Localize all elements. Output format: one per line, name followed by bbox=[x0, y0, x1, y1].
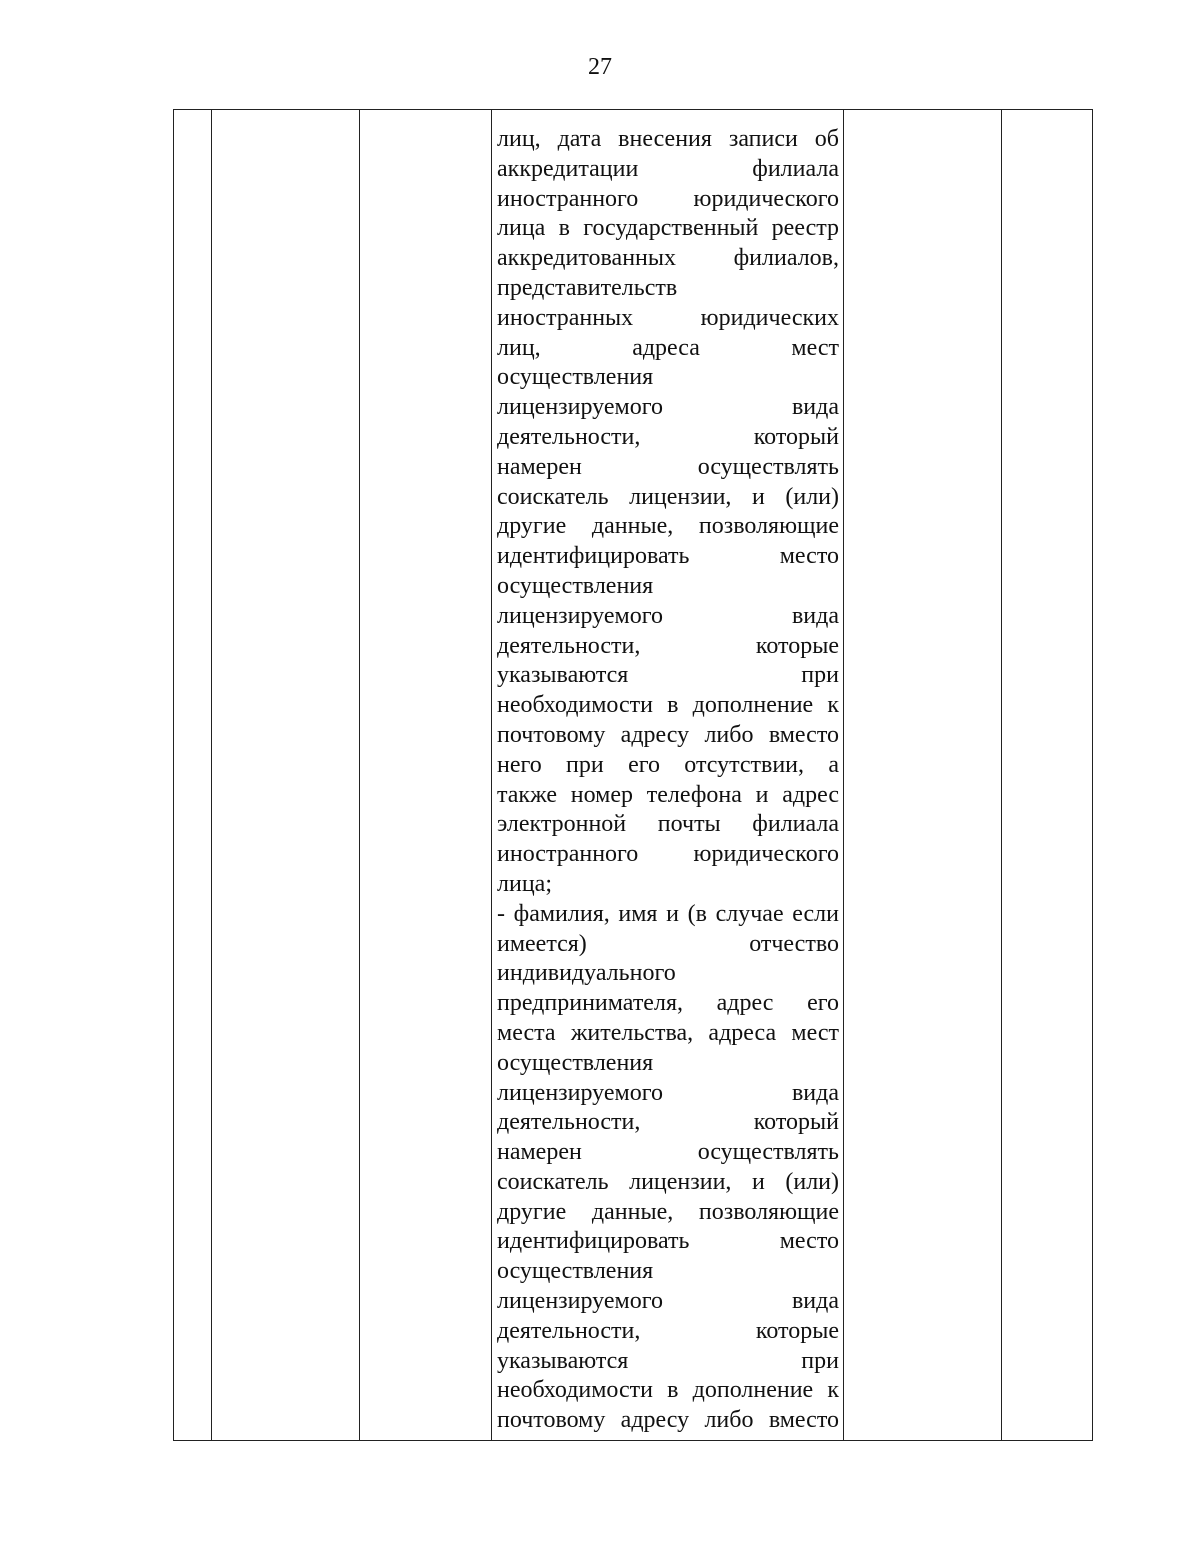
cell-text-line: другие данные, позволяющие bbox=[497, 513, 839, 540]
cell-text-line: лиц, адреса мест bbox=[497, 334, 839, 361]
cell-text-line: необходимости в дополнение к bbox=[497, 1377, 839, 1404]
cell-text-line: идентифицировать место bbox=[497, 1228, 839, 1255]
cell-text-line: лица в государственный реестр bbox=[497, 215, 839, 242]
cell-text-line: лицензируемого вида bbox=[497, 602, 839, 629]
cell-text-line: намерен осуществлять bbox=[497, 453, 839, 480]
cell-text-line: лиц, дата внесения записи об bbox=[497, 126, 839, 152]
cell-text-line: лицензируемого вида bbox=[497, 1079, 839, 1106]
cell-text-line: деятельности, который bbox=[497, 423, 839, 450]
column-divider-1 bbox=[211, 110, 212, 1440]
cell-text-line: необходимости в дополнение к bbox=[497, 692, 839, 719]
cell-text-line: осуществления bbox=[497, 364, 654, 391]
page-number: 27 bbox=[588, 54, 612, 80]
cell-text-line: лицензируемого вида bbox=[497, 394, 839, 421]
cell-text-line: лицензируемого вида bbox=[497, 1288, 839, 1315]
cell-text-line: также номер телефона и адрес bbox=[497, 781, 839, 808]
cell-text-line: деятельности, которые bbox=[497, 632, 839, 659]
cell-text-line: иностранного юридического bbox=[497, 841, 839, 868]
cell-text-line: осуществления bbox=[497, 572, 654, 599]
column-divider-4 bbox=[843, 110, 844, 1440]
cell-text-line: места жительства, адреса мест bbox=[497, 1019, 839, 1046]
cell-text-line: идентифицировать место bbox=[497, 543, 839, 570]
cell-text-line: имеется) отчество bbox=[497, 930, 839, 957]
cell-text-line: иностранных юридических bbox=[497, 304, 839, 331]
cell-text-line: деятельности, которые bbox=[497, 1317, 839, 1344]
cell-text-line: почтовому адресу либо вместо bbox=[497, 721, 839, 748]
cell-text-line: намерен осуществлять bbox=[497, 1139, 839, 1166]
table-cell-text bbox=[497, 125, 839, 1436]
cell-text-line: представительств bbox=[497, 274, 678, 301]
cell-text-line: предпринимателя, адрес его bbox=[497, 990, 839, 1017]
cell-text-line: индивидуального bbox=[497, 960, 676, 987]
cell-text-line: - фамилия, имя и (в случае если bbox=[497, 900, 839, 927]
cell-text-line: электронной почты филиала bbox=[497, 811, 839, 838]
cell-text-line: осуществления bbox=[497, 1049, 654, 1076]
cell-text-line: него при его отсутствии, а bbox=[497, 751, 839, 778]
cell-text-line: указываются при bbox=[497, 662, 839, 689]
cell-text-line: иностранного юридического bbox=[497, 185, 839, 212]
cell-text-line: лица; bbox=[497, 870, 552, 897]
cell-text-line: осуществления bbox=[497, 1258, 654, 1285]
column-divider-2 bbox=[359, 110, 360, 1440]
cell-text-line: указываются при bbox=[497, 1347, 839, 1374]
cell-text-line: деятельности, который bbox=[497, 1109, 839, 1136]
column-divider-5 bbox=[1001, 110, 1002, 1440]
cell-text-line: другие данные, позволяющие bbox=[497, 1198, 839, 1225]
cell-text-line: почтовому адресу либо вместо bbox=[497, 1407, 839, 1434]
column-divider-3 bbox=[491, 110, 492, 1440]
cell-text-line: соискатель лицензии, и (или) bbox=[497, 483, 839, 510]
cell-text-line: аккредитованных филиалов, bbox=[497, 245, 839, 272]
cell-text-line: соискатель лицензии, и (или) bbox=[497, 1168, 839, 1195]
cell-text-line: аккредитации филиала bbox=[497, 155, 839, 182]
